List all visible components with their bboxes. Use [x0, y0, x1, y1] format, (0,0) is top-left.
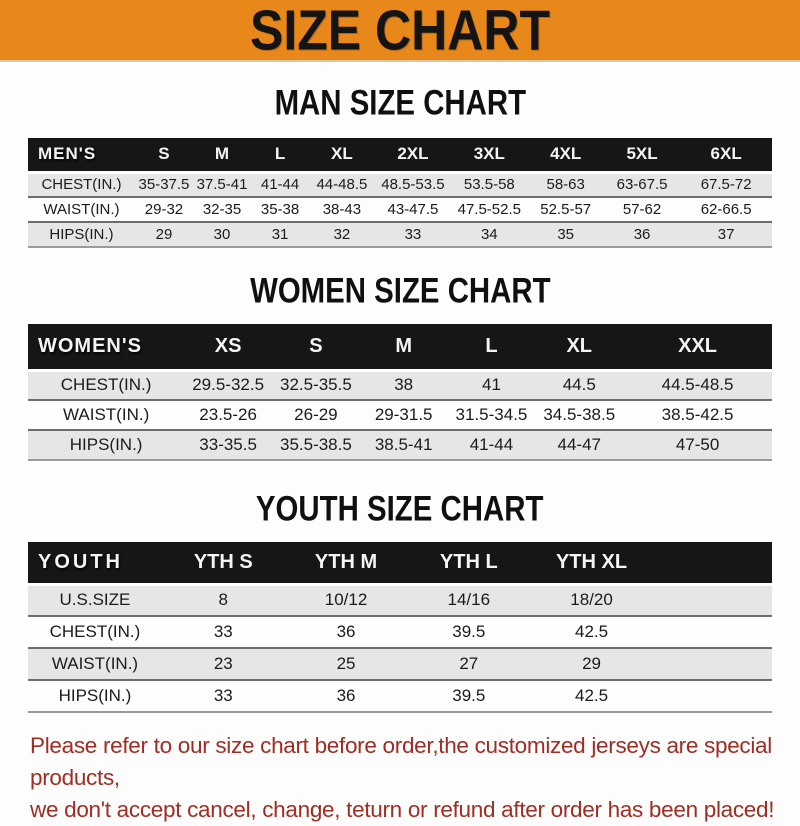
table-cell: 29-32	[135, 197, 193, 222]
men-size-table	[28, 138, 772, 248]
table-cell: 44-48.5	[309, 172, 375, 197]
youth-size-table-wrap	[28, 542, 772, 713]
column-header: YTH XL	[530, 542, 653, 584]
table-cell: 38.5-42.5	[623, 400, 772, 430]
table-row	[28, 222, 772, 247]
table-title: MEN'S	[28, 138, 135, 172]
filler-cell	[653, 542, 772, 584]
column-header: L	[251, 138, 309, 172]
row-label: CHEST(IN.)	[28, 370, 184, 400]
table-title: WOMEN'S	[28, 324, 184, 370]
table-cell: 47-50	[623, 430, 772, 460]
table-cell: 31.5-34.5	[448, 400, 536, 430]
table-cell: 32-35	[193, 197, 251, 222]
filler-cell	[653, 584, 772, 616]
table-cell: 57-62	[604, 197, 680, 222]
row-label: U.S.SIZE	[28, 584, 162, 616]
table-cell: 34.5-38.5	[535, 400, 623, 430]
table-row	[28, 616, 772, 648]
table-cell: 42.5	[530, 616, 653, 648]
table-cell: 10/12	[285, 584, 408, 616]
table-cell: 41	[448, 370, 536, 400]
table-cell: 39.5	[407, 680, 530, 712]
table-row	[28, 680, 772, 712]
table-cell: 38-43	[309, 197, 375, 222]
table-cell: 38	[360, 370, 448, 400]
table-cell: 23	[162, 648, 285, 680]
table-cell: 36	[285, 616, 408, 648]
filler-cell	[653, 680, 772, 712]
table-row	[28, 172, 772, 197]
men-section-heading-text: MAN SIZE CHART	[274, 83, 526, 123]
table-cell: 33	[162, 680, 285, 712]
table-cell: 29	[530, 648, 653, 680]
table-row	[28, 648, 772, 680]
men-size-table-wrap	[28, 138, 772, 248]
table-cell: 41-44	[251, 172, 309, 197]
table-cell: 29-31.5	[360, 400, 448, 430]
table-cell: 8	[162, 584, 285, 616]
row-label: WAIST(IN.)	[28, 400, 184, 430]
table-row	[28, 584, 772, 616]
row-label: CHEST(IN.)	[28, 172, 135, 197]
table-cell: 32.5-35.5	[272, 370, 360, 400]
column-header: S	[135, 138, 193, 172]
column-header: L	[448, 324, 536, 370]
size-chart-banner	[0, 0, 800, 62]
table-header-row	[28, 138, 772, 172]
table-cell: 37	[680, 222, 772, 247]
table-cell: 47.5-52.5	[451, 197, 527, 222]
table-cell: 41-44	[448, 430, 536, 460]
column-header: XL	[309, 138, 375, 172]
column-header: YTH S	[162, 542, 285, 584]
women-section-heading	[0, 271, 800, 311]
table-cell: 33-35.5	[184, 430, 272, 460]
row-label: WAIST(IN.)	[28, 648, 162, 680]
table-cell: 39.5	[407, 616, 530, 648]
table-cell: 62-66.5	[680, 197, 772, 222]
table-cell: 35-38	[251, 197, 309, 222]
table-cell: 35	[528, 222, 604, 247]
table-cell: 33	[162, 616, 285, 648]
youth-section-heading-text: YOUTH SIZE CHART	[256, 489, 544, 529]
table-row	[28, 430, 772, 460]
table-cell: 43-47.5	[375, 197, 451, 222]
row-label: CHEST(IN.)	[28, 616, 162, 648]
column-header: XS	[184, 324, 272, 370]
table-cell: 29	[135, 222, 193, 247]
youth-section-heading	[0, 489, 800, 529]
table-cell: 18/20	[530, 584, 653, 616]
column-header: 3XL	[451, 138, 527, 172]
table-cell: 48.5-53.5	[375, 172, 451, 197]
column-header: M	[193, 138, 251, 172]
table-cell: 25	[285, 648, 408, 680]
table-title: YOUTH	[28, 542, 162, 584]
youth-size-table	[28, 542, 772, 713]
banner-title: SIZE CHART	[250, 0, 550, 62]
column-header: 2XL	[375, 138, 451, 172]
column-header: S	[272, 324, 360, 370]
table-cell: 63-67.5	[604, 172, 680, 197]
footer-note-line2: we don't accept cancel, change, teturn or refund after order has been placed!	[30, 796, 775, 822]
table-cell: 42.5	[530, 680, 653, 712]
column-header: 6XL	[680, 138, 772, 172]
table-cell: 52.5-57	[528, 197, 604, 222]
table-header-row	[28, 542, 772, 584]
footer-note-line1: Please refer to our size chart before order,the customized jerseys are special products,	[30, 733, 772, 790]
footer-note	[30, 730, 800, 826]
table-row	[28, 400, 772, 430]
table-cell: 44.5	[535, 370, 623, 400]
table-cell: 31	[251, 222, 309, 247]
table-cell: 26-29	[272, 400, 360, 430]
column-header: M	[360, 324, 448, 370]
table-cell: 34	[451, 222, 527, 247]
column-header: 4XL	[528, 138, 604, 172]
column-header: YTH M	[285, 542, 408, 584]
table-cell: 38.5-41	[360, 430, 448, 460]
row-label: WAIST(IN.)	[28, 197, 135, 222]
women-size-table-wrap	[28, 324, 772, 461]
table-cell: 36	[604, 222, 680, 247]
row-label: HIPS(IN.)	[28, 222, 135, 247]
filler-cell	[653, 616, 772, 648]
table-cell: 35.5-38.5	[272, 430, 360, 460]
table-cell: 14/16	[407, 584, 530, 616]
table-cell: 58-63	[528, 172, 604, 197]
table-row	[28, 370, 772, 400]
column-header: 5XL	[604, 138, 680, 172]
table-cell: 30	[193, 222, 251, 247]
table-cell: 37.5-41	[193, 172, 251, 197]
column-header: YTH L	[407, 542, 530, 584]
table-header-row	[28, 324, 772, 370]
table-cell: 36	[285, 680, 408, 712]
table-cell: 32	[309, 222, 375, 247]
table-cell: 35-37.5	[135, 172, 193, 197]
column-header: XXL	[623, 324, 772, 370]
table-cell: 53.5-58	[451, 172, 527, 197]
women-section-heading-text: WOMEN SIZE CHART	[249, 271, 551, 311]
table-cell: 67.5-72	[680, 172, 772, 197]
filler-cell	[653, 648, 772, 680]
row-label: HIPS(IN.)	[28, 430, 184, 460]
women-size-table	[28, 324, 772, 461]
table-row	[28, 197, 772, 222]
table-cell: 44.5-48.5	[623, 370, 772, 400]
table-cell: 33	[375, 222, 451, 247]
table-cell: 23.5-26	[184, 400, 272, 430]
table-cell: 29.5-32.5	[184, 370, 272, 400]
table-cell: 27	[407, 648, 530, 680]
column-header: XL	[535, 324, 623, 370]
row-label: HIPS(IN.)	[28, 680, 162, 712]
men-section-heading	[0, 83, 800, 123]
table-cell: 44-47	[535, 430, 623, 460]
